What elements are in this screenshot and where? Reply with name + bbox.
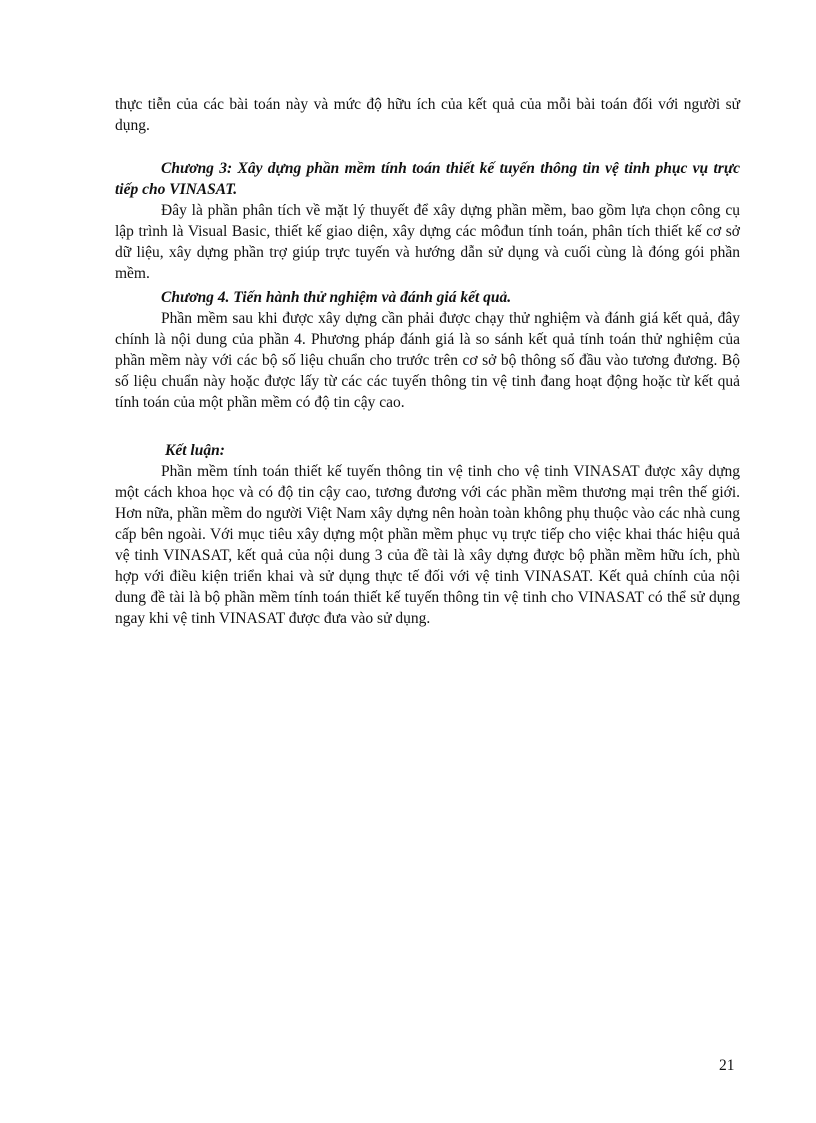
conclusion-section (115, 440, 740, 629)
intro-continuation-paragraph: thực tiễn của các bài toán này và mức độ hữu ích của kết quả của mỗi bài toán đối với người sử dụng. (115, 96, 740, 134)
chapter3-heading: Chương 3: Xây dựng phần mềm tính toán thiết kế tuyến thông tin vệ tinh phục vụ trực tiếp cho VINASAT. (115, 160, 740, 198)
chapter3-body: Đây là phần phân tích về mặt lý thuyết để xây dựng phần mềm, bao gồm lựa chọn công cụ lập trình là Visual Basic, thiết kế giao diện, xây dựng các môđun tính toán, phân tích thiết kế cơ sở dữ liệu, xây dựng phần trợ giúp trực tuyến và hướng dẫn sử dụng và cuối cùng là đóng gói phần mềm. (115, 202, 740, 282)
chapter4-heading: Chương 4. Tiến hành thử nghiệm và đánh giá kết quả. (161, 289, 512, 306)
conclusion-body: Phần mềm tính toán thiết kế tuyến thông tin vệ tinh cho vệ tinh VINASAT được xây dựng một cách khoa học và có độ tin cậy cao, tương đương với các phần mềm thương mại trên thế giới. Hơn nữa, phần mềm do người Việt Nam xây dựng nên hoàn toàn không phụ thuộc vào các nhà cung cấp bên ngoài. Với mục tiêu xây dựng một phần mềm phục vụ trực tiếp cho việc khai thác hiệu quả vệ tinh VINASAT, kết quả của nội dung 3 của đề tài là xây dựng được bộ phần mềm hữu ích, phù hợp với điều kiện triển khai và sử dụng thực tế đối với vệ tinh VINASAT. Kết quả chính của nội dung đề tài là bộ phần mềm tính toán thiết kế tuyến thông tin vệ tinh cho VINASAT có thể sử dụng ngay khi vệ tinh VINASAT được đưa vào sử dụng. (115, 463, 740, 627)
page-number: 21 (719, 1057, 735, 1074)
intro-section (115, 94, 740, 136)
chapter3-section (115, 158, 740, 284)
conclusion-heading: Kết luận: (165, 442, 225, 459)
chapter4-body: Phần mềm sau khi được xây dựng cần phải được chạy thử nghiệm và đánh giá kết quả, đây chính là nội dung của phần 4. Phương pháp đánh giá là so sánh kết quả tính toán thử nghiệm của phần mềm này với các bộ số liệu chuẩn cho trước trên cơ sở bộ thông số đầu vào tương đương. Bộ số liệu chuẩn này hoặc được lấy từ các các tuyến thông tin vệ tinh đang hoạt động hoặc từ kết quả tính toán của một phần mềm có độ tin cậy cao. (115, 310, 740, 411)
chapter4-section (115, 287, 740, 413)
